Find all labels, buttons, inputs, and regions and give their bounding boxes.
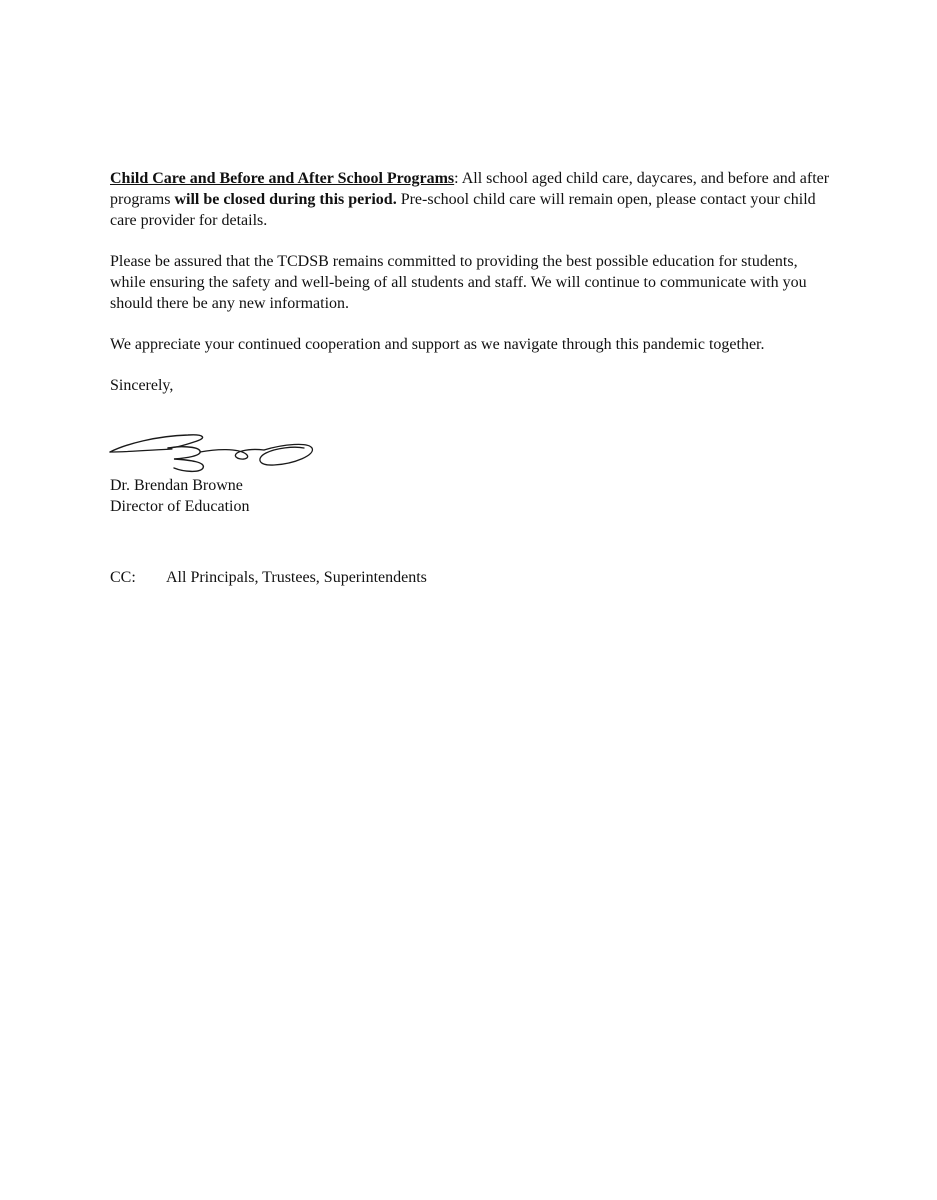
- signer-title: Director of Education: [110, 498, 250, 515]
- cc-recipients: All Principals, Trustees, Superintendents: [166, 569, 427, 586]
- child-care-paragraph: [110, 168, 830, 231]
- signer-name: Dr. Brendan Browne: [110, 477, 243, 494]
- signer-block: [110, 475, 250, 517]
- appreciation-paragraph: We appreciate your continued cooperation and support as we navigate through this pandemic together.: [110, 336, 765, 353]
- closing-salutation: Sincerely,: [110, 377, 174, 394]
- child-care-text-start: : All school aged child care, daycares, and before and after programs: [110, 170, 830, 208]
- commitment-paragraph: Please be assured that the TCDSB remains committed to providing the best possible education for students, while ensuring the safety and well-being of all students and staff. We will continue to communicate with you should there be any new information.: [110, 253, 807, 312]
- cc-label: CC:: [110, 569, 136, 586]
- handwritten-signature: [108, 428, 318, 474]
- child-care-heading: Child Care and Before and After School Programs: [110, 170, 455, 187]
- cc-line: [110, 567, 427, 588]
- letter-body: [110, 168, 830, 396]
- child-care-text-end: Pre-school child care will remain open, please contact your child care provider for details.: [110, 191, 816, 229]
- closure-emphasis: will be closed during this period.: [174, 191, 397, 208]
